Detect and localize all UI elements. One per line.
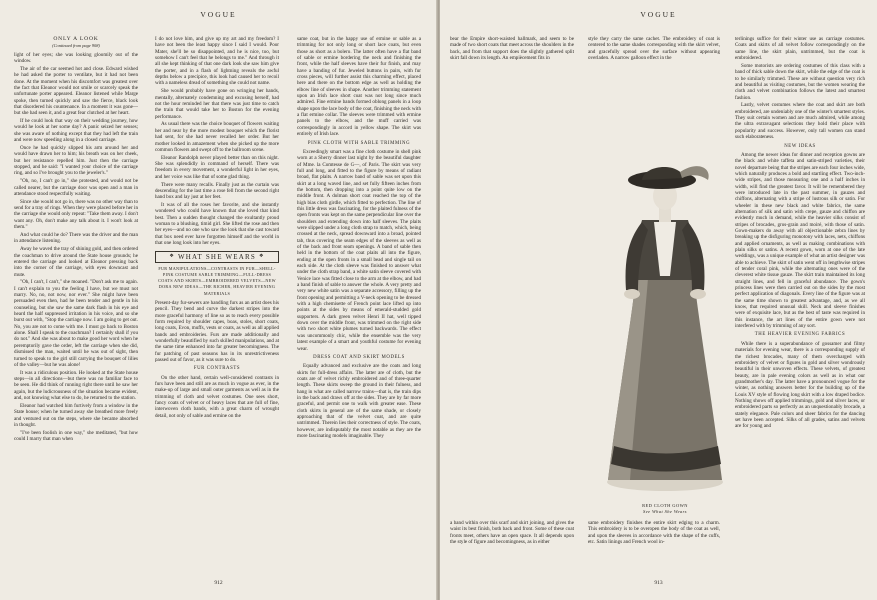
illustration-caption — [600, 503, 730, 515]
right-column-1-top — [450, 36, 574, 144]
left-column-1 — [14, 36, 138, 566]
paragraph: Eleanor had watched him furtively from a window in the State house; when he turned away she breathed more freely and ventured out on the steps, where she became absorbed in thought. — [14, 402, 138, 428]
section-subhead: FUR MANIPULATIONS—CONTRASTS IN FUR—SHELL-PINK COSTUME SABLE TRIMMING—FULL-DRESS COATS AND SKIRTS—EMBROIDERED VELVETS—NEW DORA NEW IDEAS—THE RICHER, HEAVIER EVENING MATERIALS — [158, 265, 276, 296]
subsection-heading: THE HEAVIER EVENING FABRICS — [754, 332, 846, 338]
right-column-2-bottom — [588, 520, 720, 580]
paragraph: While there is a superabundance of gossamer and filmy materials for evening wear, there is a corresponding supply of the richest brocades, many of them overcharged with embroidery of velvet or figures in gold and silver wondrously beautiful in their unwoven effects. These velvets, of greatest beauty, are in pale evening colors as well as in what our grandmother's day. The latter have a pronounced vogue for the winter, as nothing answers better for the building up of the Louis XV style of flowing long skirt with a low draped bodice. Nothing shows off applied trimmings, gold and silver laces, or embroidered parts so perfectly as an unquestionably brocade, a stately elegance. Pale colors and sheer fabrics for the dancing set have been accepted. Silks of all grades, satins and velvets are for young and — [735, 340, 865, 430]
paragraph: The air of the car seemed hot and close. Edward wished he had asked the porter to ventilate, but it had not been done. At the moment when his discomfort was greatest over the fact that Eleanor would not smile or scarcely speak the unfortunate porter appeared. Eleanor listened while Marge spoke, then turned quickly and saw the fierce, black look that disordered his countenance. In a moment it was gone—but she had seen it, and a great fear clutched at her heart. — [14, 65, 138, 117]
story-continued-note: (Continued from page 908) — [52, 43, 100, 49]
paragraph: a band within over this scarf and skirt joining, and gives the waist its best finish, both back and front. Some of these coat fronts meet, others have an open space. It all depends upon the style of figure and becomingness, as in either — [450, 520, 574, 546]
paragraph: Since she would not go in, there was no other way than to send for a tray of rings. When they were placed before her in the carriage she would only repeat: "Take them away. I don't want any. Oh, don't make any talk about it. I won't look at them." — [14, 198, 138, 231]
subsection-heading: DRESS COAT AND SKIRT MODELS — [313, 354, 405, 360]
running-head-right: VOGUE — [640, 10, 677, 19]
paragraph: "Oh, I can't, I can't," she moaned. "Don't ask me to again. I can't explain to you the feeling I have, but we must not marry. No, no, not now, nor ever." She might have been persuaded even then, had he been tender and gentle in his counseling, but she saw the same dark flash in his eye and heard the half suppressed irritation in his voice, and so she burst out with, "Stop the carriage now. I am going to get out. No, you are not to come with me. I must go back to Boston alone. Shall I speak to the coachman? I certainly shall if you do not." And she was about to make good her word when he peremptorily gave the order, left the carriage when she did, dismissed the man, waited until he was out of sight, then turned to speak to the girl still carrying the bouquet of lilies of the valley—but he was alone! — [14, 279, 138, 368]
paragraph: There were many recalls. Finally just as the curtain was descending for the last time a rose fell from the second right hand box and lay just at her feet. — [155, 181, 279, 201]
paragraph: light of her eyes; she was looking gloomily out of the window. — [14, 51, 138, 65]
paragraph: On the other hand, certain well-considered contrasts in furs have been and still are as much in vogue as ever, in the make-up of large and small outer garments as well as in the trimming of cloth and velvet costumes. One sees short, fancy coats of velvet or of heavy laces that are full of fine, interwoven cloth bands, with a great charm of wrought detail, not only of sable and ermine on the — [155, 374, 279, 419]
paragraph: I do not love him, and give up my art and my freedom? I have not been the least happy since I said I would. Poor Mater, she'll be so disappointed, and he is nice, too, but somehow I can't feel that he belongs to me." And through it all she kept thinking of that one dark look she saw him give the porter, and in a flash of lightning reveals the awful depths below a precipice, this look had caused her to recoil with a nameless dread of something she could not name. — [155, 36, 279, 87]
paragraph: Lastly, velvet costumes where the coat and skirt are both embroidered, are undeniably one of the winter's smartest styles. They suit certain women and are much admired, while among the ultra extravagant selections they hold their place with popularity and success. However, only tall women can stand such elaborateness. — [735, 102, 865, 141]
illustration-right-hand — [690, 289, 706, 299]
paragraph: bear the Empire short-waisted hallmark, and seem to be made of two short coats that meet across the shoulders in the back, and from that support does the slightly gathered split skirt fall down its length. An empiècement fits in — [450, 36, 574, 62]
paragraph: It was of all the roses her favorite, and she instantly wondered who could have known that she loved that kind best. Then a sudden thought changed the exultantly proud woman to a blushing, timid girl. She lifted the rose and then her eyes—and no one who saw the look that she cast toward that box need ever have forgotten himself and the world in that one long look into her eyes. — [155, 202, 279, 247]
subsection-heading: FUR CONTRASTS — [193, 366, 241, 372]
left-column-3 — [297, 36, 421, 566]
left-page — [0, 0, 437, 600]
left-column-2 — [155, 36, 279, 566]
right-page — [440, 0, 877, 600]
illustration-left-hand — [624, 289, 640, 299]
paragraph: Eleanor Randolph never played better than on this night. She was splendidly in command of herself. There was freedom in every movement, a wonderful light in her eyes, and her voice was like that of some glad thing. — [155, 154, 279, 180]
subsection-heading: PINK CLOTH WITH SABLE TRIMMING — [307, 140, 411, 146]
page-number-left: 912 — [214, 580, 223, 586]
paragraph: same coat, but in the happy use of ermine or sable as a trimming for not only long or short lace coats, but even those as short as a bolero. The latter often have a flat band of sable or ermine bordering the neck and finishing the front, while the half sleeves have their fur finish, and may have a banding of fur. Jeweled buttons in pairs, with fur cross pieces, will further assist this charming effect, placed here and there on the bottom edge as well as holding the elbow line of sleeves in shape. Another trimming statement upon an Irish lace short coat was not long since much admired. Fine ermine bands formed oblong panels in a loop shape upon the lace body of the coat, finishing the neck with a flat ermine collar. The sleeves were trimmed with ermine panels to the elbow, and the muff carried was correspondingly in accord in yellow shape. The skirt was entirely of Irish lace. — [297, 36, 421, 138]
story-title: ONLY A LOOK — [53, 36, 99, 42]
paragraph: Equally advanced and exclusive are the coats and long skirts for full-dress affairs. The latter are of cloth, but the coats are of velvet richly embroidered and of three-quarter length. These skirts sweep the ground in their fulness, and hang in what are called narrow trains—that is, the train dips in the back and draws off at the sides. They are by far more graceful, and permit one to walk with greater ease. These cloth skirts in general are of the same shade, or closely approaching that of the velvet coat, and are quite untrimmed. Therein lies their correctness of style. The coats, however, are indisputably the most notable as they are the more fascinating models imaginable. They — [297, 363, 421, 439]
ornament-icon: ❖ — [169, 253, 175, 259]
paragraph: Present-day fur-sewers are handling furs as an artist does his pencil. They bend and curve the darkest stripes into the more graceful harmony of line so as to reach every possible form required by shoulder capes, boas, stoles, short coats, long coats, Evon, muffs, vests or coats, as well as all applied bands and embroideries. Furs are made additionally and wonderfully beautified by such skilled manipulations, and at the same time enhanced into far greater becomingness. The fur patching of past seasons has in its unrestrictiveness passed out of favor, as it was sure to do. — [155, 299, 279, 363]
paragraph: If he could look that way on their wedding journey, how would he look at her some day? A panic seized her senses; she was aware of nothing except that they had left the train and were now speeding along in a closed carriage. — [14, 118, 138, 144]
paragraph: Among the newer ideas for dinner and reception gowns are the black and white taffeta and satin-striped varieties, their novel departure being that the stripes are each four inches wide, which naturally produces a bold and startling effect. Two-inch-wide stripes, and those measuring one and a half inches in width, will find the greatest favor. It will be remembered they were introduced late in the past summer, in gauzes and chiffons, alternating with a stripe of lustrous silk or satin. For wheeler in these new black and white fabrics, the same alternation of silk and satin with crepe, gauze and chiffon are evidently much in demand, while the heavier silks consist of stripes of brocades, gros-grain and moiré, with those of satin. Gown-makers do away with all objectionable zebra lines by breaking up the disfiguring monotony with laces, nets, chiffons and applied ornaments, as well as making combinations with plain silks or satins. A recent gown, worn at one of the late weddings, was a unique example of what an artist designer was able to achieve. The skirt of satin went off in lengthwise stripes of tender coral pink, while the alternating ones were of the cleverest white tissue gauze. The skirt train maintained its long straight lines, and fell in graceful abundance. The gown's princess lines were then carried out on the sides by the most perfect application of diagonals. Every line of the figure was at the same time shown to greatest advantage, and, as we all know, that required unusual skill. Neck and sleeve finishes were of exquisite lace, but as the best of taste was required in this instance, the art lines of the entire gown were not interfered with by trimming of any sort. — [735, 151, 865, 330]
right-column-2-top — [588, 36, 720, 144]
right-column-3 — [735, 36, 865, 566]
paragraph: It was a ridiculous position. He looked at the State house steps—in all directions—but there was no familiar face to be seen. He did think of running right there until he saw her again, but the ludicrousness of the situation became evident, and, not knowing what else to do, he returned to the station. — [14, 369, 138, 402]
illustration-hat-crown — [642, 167, 684, 180]
subsection-heading: NEW IDEAS — [784, 143, 816, 149]
page-number-right: 913 — [654, 580, 663, 586]
right-column-1-bottom — [450, 520, 574, 580]
running-head-left: VOGUE — [200, 10, 237, 19]
paragraph: Away he waved the tray of shining gold, and then ordered the coachman to drive around the State house grounds; he entered the carriage and looked at Eleanor pressing back into the corner of the carriage, with eyes downcast and mute. — [14, 246, 138, 278]
paragraph: And what could he do? There was the driver and the man in attendance listening. — [14, 231, 138, 245]
paragraph: "I've been foolish in one way," she meditated, "but how could I marry that man when — [14, 429, 138, 443]
caption-title: RED CLOTH GOWN — [642, 503, 688, 508]
section-banner — [155, 251, 279, 263]
section-banner-title: WHAT SHE WEARS — [178, 252, 256, 261]
paragraph: She would probably have gone on wringing her hands, mentally, alternately condemning and excusing herself, had not the hour reminded her that there was just time to catch the train that would take her to Boston for the evening performance. — [155, 88, 279, 120]
paragraph: Some motorists are ordering costumes of this class with a band of thick sable down the skirt, while the edge of the coat is to be similarly trimmed. These are without question very rich and beautiful as visiting costumes, but the women wearing the cloth and velvet combination follows the latest and smartest fashion. — [735, 62, 865, 101]
ornament-icon: ❖ — [259, 253, 265, 259]
paragraph: "Oh, no, I can't go in," she protested, and would not be called nearer, but the carriage door was open and a man in attendance stood respectfully waiting. — [14, 178, 138, 197]
fashion-illustration — [590, 150, 740, 495]
paragraph: Exceedingly smart was a fine cloth costume in shell pink worn at a Sherry dinner last night by the beautiful daughter of Mme. la Comtesse de G—, of Paris. The skirt was very full and long, and fitted to the figure by means of radiant broad, flat plaits. A narrow band of sable was set upon this skirt at a long waved line, and set fully fifteen inches from the bottom, then dropping into a point quite low on the middle front. A dolman short coat reached the top of the high bias cloth girdle, which fitted to perfection. The line of this little dress was fascinating, for the plaited fulness of the open fronts was kept on the same perpendicular line over the shoulders and extending down into half sleeves. The plaits were slipped under a long cloth strap to match, which, being crossed at the neck, spread downward into a broad, pointed tab, thus covering the seam edges of the sleeves as well as of the back and front seam openings. A band of sable then held in the bottom of the coat plaits all into the figure, ending at the open fronts in a small bead and single tail on each side. At the cloth sleeve was finished to answer what under the cloth strap band, a white satin sleeve covered with Venice lace was fitted close to the arm at the elbow, and had a band finish of sable to answer the whole. A very pretty and very new white satin was a separate accessory, filling up the front opening and permitting a V-neck opening to be dressed with a high chemisette of French point lace lifted up into points at the sides by means of emerald-studded gold supporters. A dark green velvet Henri II hat, well tipped down over the middle front, was trimmed on the right side with two short white plumes turned backwards. The effect was uncommonly chic, while the ensemble was the very latest example of a smart and youthful costume for evening wear. — [297, 148, 421, 352]
caption-reference: See What She Wears — [643, 509, 687, 514]
paragraph: same embroidery finishes the entire skirt edging to a charm. This embroidery is to be overopen the body of the coat as well, and upon the sleeves in accordance with the shape of the cuffs, etc. Satin linings and French wool in- — [588, 520, 720, 546]
paragraph: style they carry the same cachet. The embroidery of coat is centered to the same shades corresponding with the skirt velvet, and gracefully spread over the surface without appearing overladen. A narrow galloon effect in the — [588, 36, 720, 62]
paragraph: terlinings suffice for their winter use as carriage costumes. Coats and skirts of all velvet follow correspondingly on the same line, the skirt plain, untrimmed, but the coat is embroidered. — [735, 36, 865, 62]
paragraph: Once he had quickly slipped his arm around her and would have drawn her to him; his breath was on her cheek, but her resistance repelled him. Just then the carriage stopped, and he said: "I wanted your choice of the carriage ring, and so I've brought you to the jeweler's." — [14, 145, 138, 177]
paragraph: As usual there was the choice bouquet of flowers waiting her and near by the more modest bouquet which the florist had sent, for she had never recalled her order. But her mother looked in amazement when she picked up the more common flowers and swept off to the ballroom scene. — [155, 121, 279, 153]
